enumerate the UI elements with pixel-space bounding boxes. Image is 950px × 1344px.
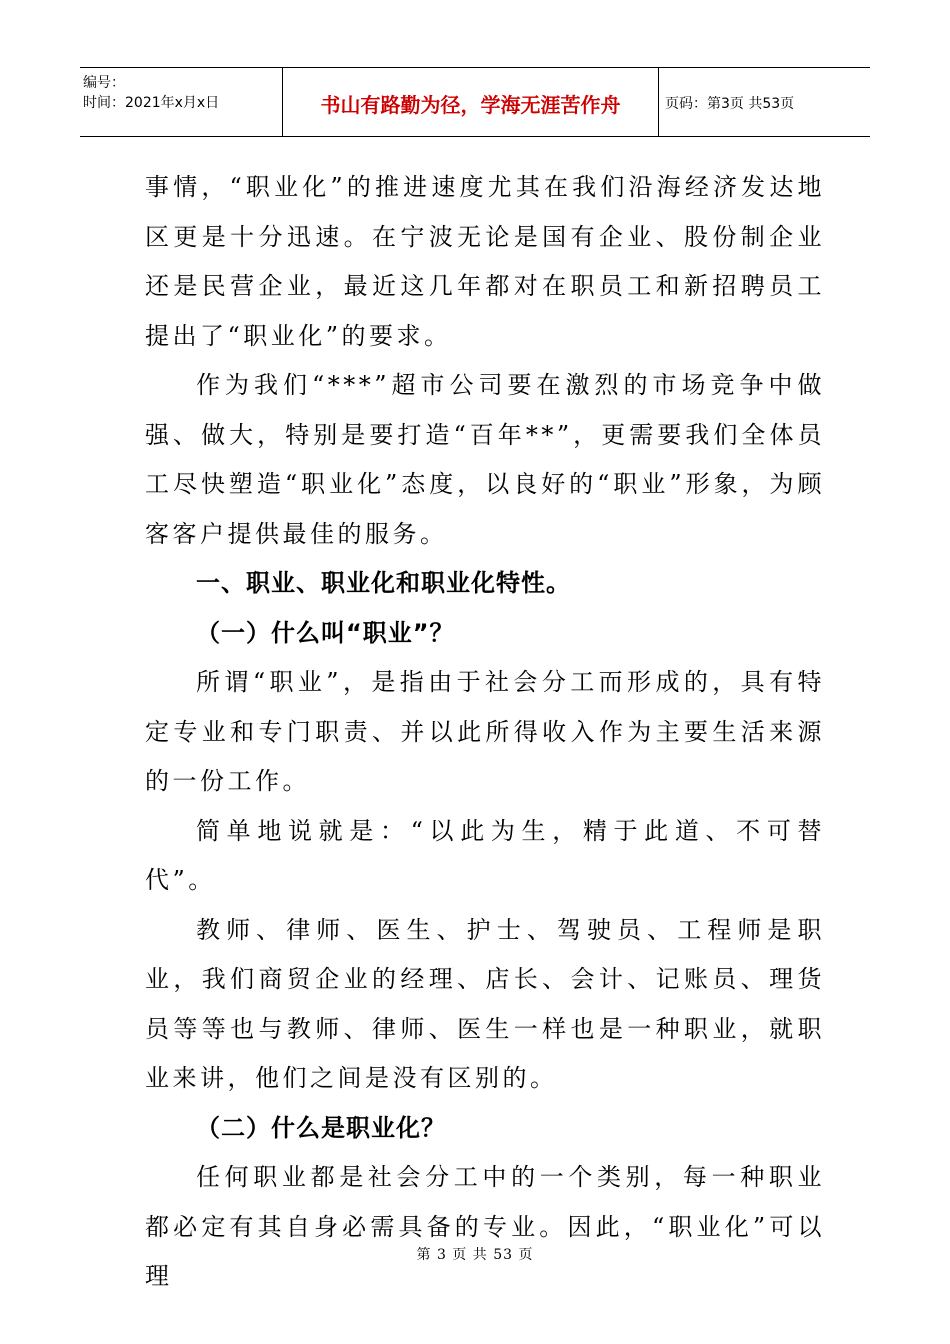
paragraph: 简单地说就是：“以此为生，精于此道、不可替代”。 [145, 816, 825, 894]
header-page-info: 页码：第3页 共53页 [665, 96, 795, 112]
header-meta [80, 68, 283, 136]
paragraph: 所谓“职业”，是指由于社会分工而形成的，具有特定专业和专门职责、并以此所得收入作为主要生活来源的一份工作。 [145, 668, 825, 795]
header-motto: 书山有路勤为径，学海无涯苦作舟 [320, 92, 621, 117]
paragraph-continuation: 事情，“职业化”的推进速度尤其在我们沿海经济发达地区更是十分迅速。在宁波无论是国有企业、股份制企业还是民营企业，最近这几年都对在职员工和新招聘员工提出了“职业化”的要求。 [145, 173, 825, 350]
time-label: 时间：2021年x月x日 [83, 95, 220, 111]
page-header [80, 67, 870, 137]
header-motto-cell [283, 68, 659, 136]
paragraph: 任何职业都是社会分工中的一个类别，每一种职业都必定有其自身必需具备的专业。因此，“职业化”可以理 [145, 1163, 825, 1290]
number-label: 编号： [83, 75, 125, 91]
section-heading: 一、职业、职业化和职业化特性。 [196, 569, 571, 597]
paragraph: 作为我们“***”超市公司要在激烈的市场竞争中做强、做大，特别是要打造“百年**”，更需要我们全体员工尽快塑造“职业化”态度，以良好的“职业”形象，为顾客客户提供最佳的服务。 [145, 371, 825, 548]
subsection-heading: （一）什么叫“职业”？ [196, 618, 455, 647]
page-footer: 第 3 页 共 53 页 [416, 1247, 534, 1263]
subsection-heading: （二）什么是职业化？ [196, 1113, 446, 1142]
paragraph: 教师、律师、医生、护士、驾驶员、工程师是职业，我们商贸企业的经理、店长、会计、记账员、理货员等等也与教师、律师、医生一样也是一种职业，就职业来讲，他们之间是没有区别的。 [145, 915, 825, 1092]
document-body [145, 163, 825, 1302]
header-page-info-cell [659, 68, 870, 136]
